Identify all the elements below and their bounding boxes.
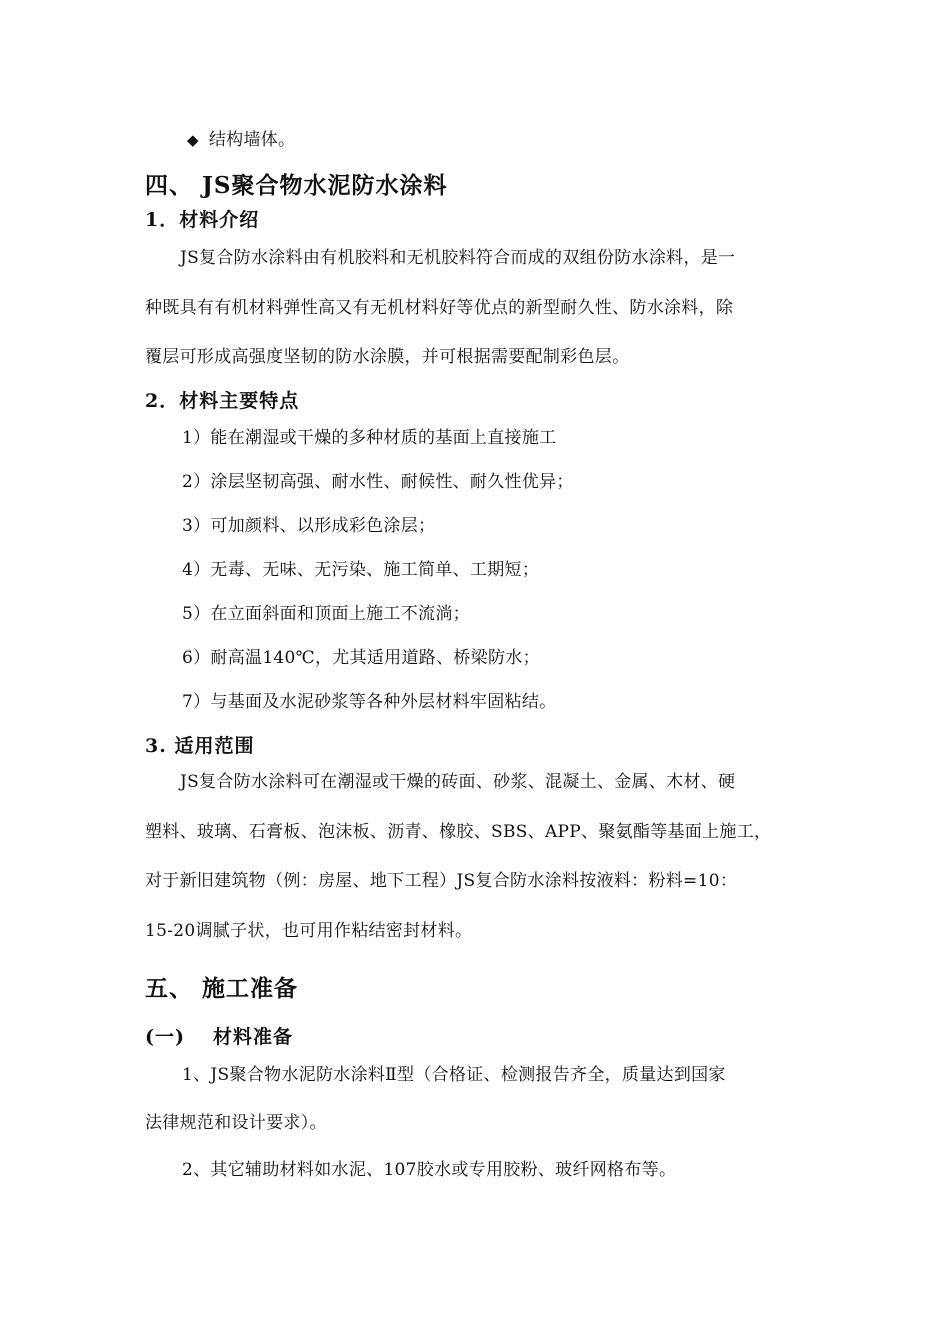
bullet-text: 结构墙体。 — [208, 130, 296, 150]
feature-item: 3）可加颜料、以形成彩色涂层； — [182, 516, 436, 536]
feature-item: 4）无毒、无味、无污染、施工简单、工期短； — [182, 560, 540, 580]
feature-item: 2）涂层坚韧高强、耐水性、耐候性、耐久性优异； — [182, 472, 574, 492]
section-5-1-heading — [145, 1022, 293, 1049]
section-4-3-heading: 3. 适用范围 — [145, 735, 255, 757]
section-4-2-heading: 2．材料主要特点 — [145, 390, 300, 412]
paragraph-line: 种既具有有机材料弹性高又有无机材料好等优点的新型耐久性、防水涂料，除 — [145, 298, 734, 318]
paragraph-line: 2、其它辅助材料如水泥、107胶水或专用胶粉、玻纤网格布等。 — [182, 1160, 677, 1180]
paragraph-line: JS复合防水涂料可在潮湿或干燥的砖面、砂浆、混凝土、金属、木材、硬 — [180, 772, 736, 792]
heading-text: 材料准备 — [213, 1026, 294, 1048]
diamond-bullet-icon: ◆ — [187, 131, 199, 149]
paragraph-line: 对于新旧建筑物（例：房屋、地下工程）JS复合防水涂料按液料：粉料=10： — [145, 871, 738, 891]
paragraph-line: JS复合防水涂料由有机胶料和无机胶料符合而成的双组份防水涂料，是一 — [180, 248, 736, 268]
feature-item: 7）与基面及水泥砂浆等各种外层材料牢固粘结。 — [182, 692, 557, 712]
feature-item: 6）耐高温140℃，尤其适用道路、桥梁防水； — [182, 648, 540, 668]
section-4-title: 四、 JS聚合物水泥防水涂料 — [145, 172, 448, 199]
heading-number: (一) — [145, 1026, 185, 1048]
paragraph-line: 1、JS聚合物水泥防水涂料Ⅱ型（合格证、检测报告齐全，质量达到国家 — [182, 1065, 726, 1085]
paragraph-line: 法律规范和设计要求）。 — [145, 1113, 327, 1133]
feature-item: 5）在立面斜面和顶面上施工不流淌； — [182, 604, 470, 624]
paragraph-line: 覆层可形成高强度坚韧的防水涂膜，并可根据需要配制彩色层。 — [145, 347, 630, 367]
section-4-1-heading: 1．材料介绍 — [145, 209, 260, 231]
feature-item: 1）能在潮湿或干燥的多种材质的基面上直接施工 — [182, 428, 557, 448]
bullet-item — [187, 125, 295, 150]
section-5-title: 五、 施工准备 — [145, 975, 299, 1002]
paragraph-line: 塑料、玻璃、石膏板、泡沫板、沥青、橡胶、SBS、APP、聚氨酯等基面上施工， — [145, 822, 772, 842]
paragraph-line: 15-20调腻子状，也可用作粘结密封材料。 — [145, 921, 473, 941]
